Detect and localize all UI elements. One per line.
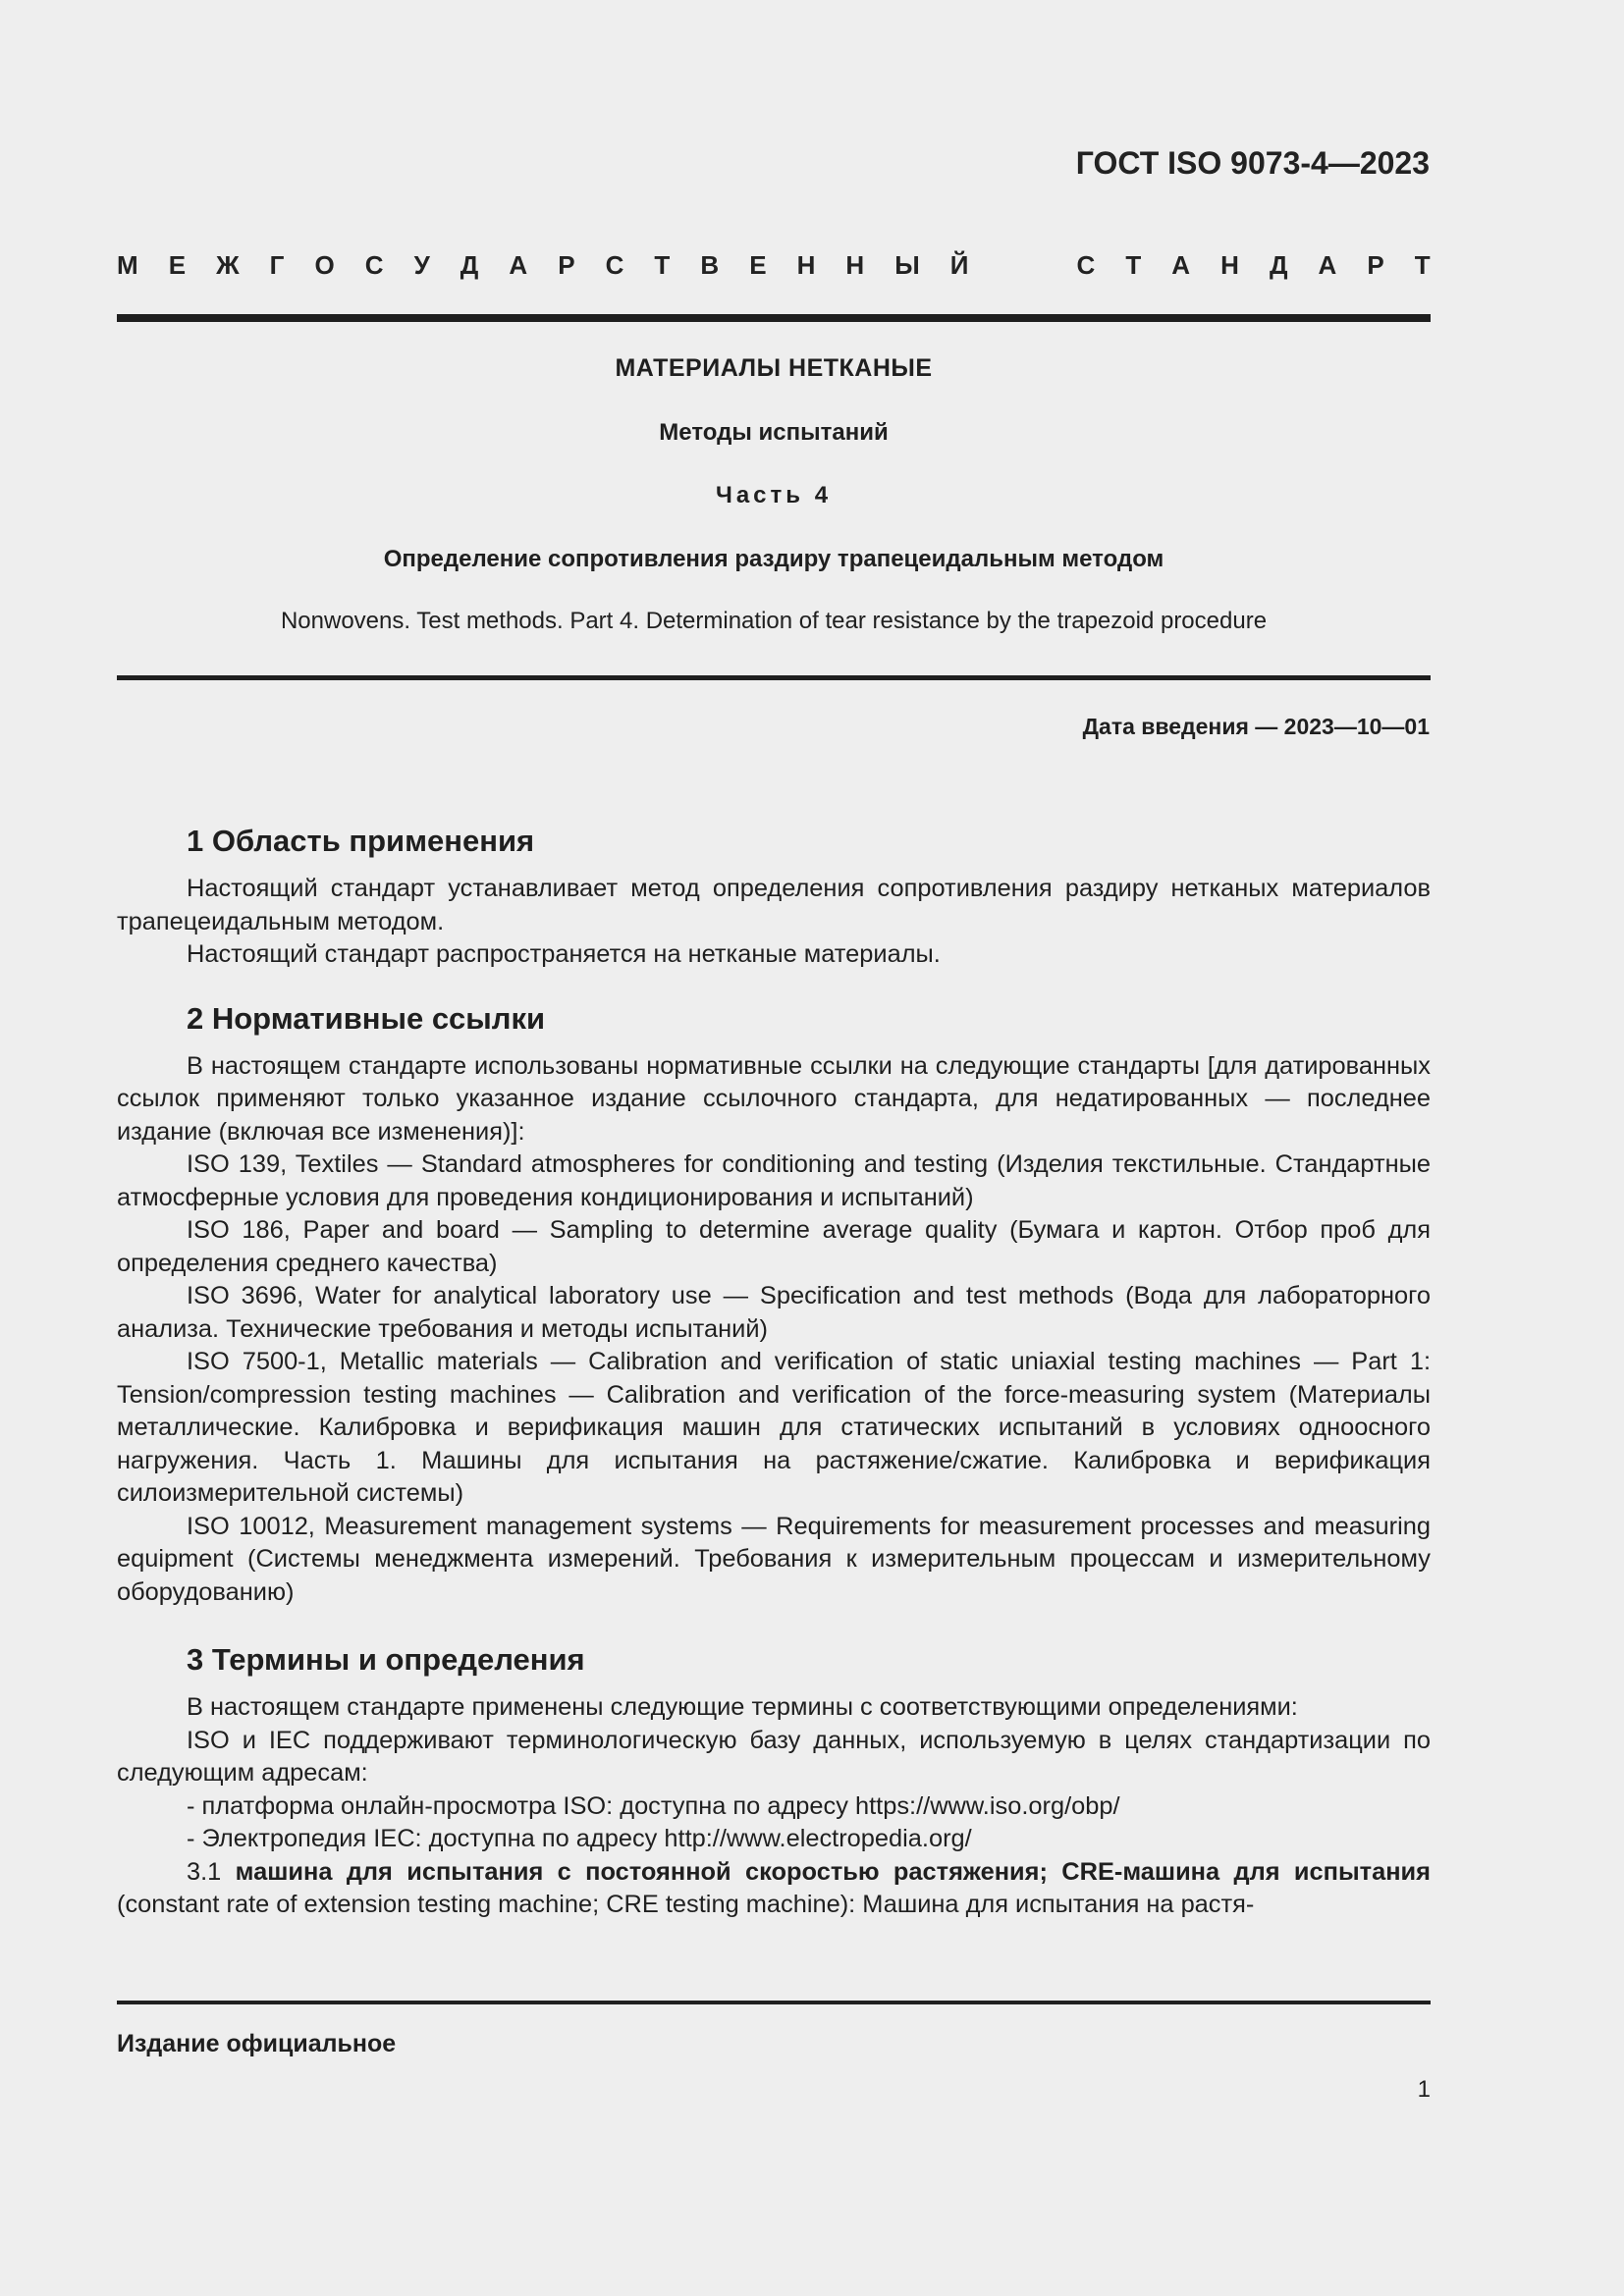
term-number: 3.1 <box>187 1857 222 1886</box>
heading-letter: М <box>117 250 138 280</box>
title-definition: Определение сопротивления раздиру трапецеидальным методом <box>383 546 1164 572</box>
footer-rule <box>117 2001 1431 2004</box>
title-main: МАТЕРИАЛЫ НЕТКАНЫЕ <box>615 354 933 382</box>
heading-letter: С <box>1076 250 1096 280</box>
heading-letter: А <box>1171 250 1191 280</box>
standard-type-heading <box>117 250 1431 281</box>
heading-letter: Н <box>845 250 865 280</box>
heading-letter: Д <box>1269 250 1288 280</box>
reference-item: ISO 7500-1, Metallic materials — Calibration and verification of static uniaxial testing machines — Part 1: Tension/compression testing machines — Calibration and verification of the force-measuring system (Материалы металлические. Калибровка и верификация машин для статических испытаний в условиях одноосного нагружения. Часть 1. Машины для испытания на растяжение/сжатие. Калибровка и верификация силоизмерительной системы) <box>117 1348 1431 1507</box>
reference-item: ISO 139, Textiles — Standard atmospheres for conditioning and testing (Изделия текстильные. Стандартные атмосферные условия для проведения кондиционирования и испытаний) <box>117 1150 1431 1211</box>
term-name: машина для испытания с постоянной скоростью растяжения; CRE-машина для испытания <box>235 1857 1431 1886</box>
heading-letter: С <box>605 250 624 280</box>
heading-letter: Н <box>796 250 816 280</box>
section-3-paragraph: В настоящем стандарте применены следующие термины с соответствующими определениями: <box>187 1693 1298 1721</box>
word-gap <box>999 250 1046 281</box>
document-body <box>117 820 1431 1922</box>
heading-letter: Т <box>1125 250 1142 280</box>
reference-item: ISO 3696, Water for analytical laboratory use — Specification and test methods (Вода для лабораторного анализа. Технические требования и методы испытаний) <box>117 1282 1431 1343</box>
section-1-heading: 1 Область применения <box>187 824 535 858</box>
title-part: Часть 4 <box>715 482 833 508</box>
heading-letter: Й <box>949 250 969 280</box>
heading-letter: Е <box>749 250 767 280</box>
title-english: Nonwovens. Test methods. Part 4. Determination of tear resistance by the trapezoid procedure <box>280 608 1268 634</box>
list-item: - платформа онлайн-просмотра ISO: доступна по адресу https://www.iso.org/obp/ <box>187 1791 1120 1820</box>
section-1-paragraph: Настоящий стандарт устанавливает метод определения сопротивления раздиру нетканых материалов трапецеидальным методом. <box>117 875 1431 935</box>
heading-letter: Н <box>1220 250 1239 280</box>
heading-letter: Р <box>1367 250 1384 280</box>
reference-item: ISO 10012, Measurement management systems — Requirements for measurement processes and measuring equipment (Системы менеджмента измерений. Требования к измерительным процессам и измерительному оборудованию) <box>117 1512 1431 1606</box>
heading-letter: Ы <box>894 250 920 280</box>
header-rule <box>117 314 1431 322</box>
heading-letter: Е <box>168 250 187 280</box>
title-rule <box>117 675 1431 680</box>
heading-letter: О <box>314 250 335 280</box>
section-3-paragraph: ISO и IEC поддерживают терминологическую базу данных, используемую в целях стандартизации по следующим адресам: <box>117 1726 1431 1787</box>
term-definition <box>117 1856 1431 1922</box>
section-3-heading: 3 Термины и определения <box>187 1642 585 1677</box>
heading-letter: Т <box>654 250 671 280</box>
date-of-introduction: Дата введения — 2023—10—01 <box>1082 714 1430 739</box>
heading-letter: Т <box>1414 250 1431 280</box>
term-text: (constant rate of extension testing machine; CRE testing machine): Машина для испытания на растя- <box>117 1891 1255 1918</box>
title-subtitle: Методы испытаний <box>659 419 889 446</box>
section-2-paragraph: В настоящем стандарте использованы нормативные ссылки на следующие стандарты [для датированных ссылок применяют только указанное издание ссылочного стандарта, для недатированных — последнее издание (включая все изменения)]: <box>117 1051 1431 1146</box>
document-number: ГОСТ ISO 9073-4—2023 <box>1075 145 1430 181</box>
heading-letter: А <box>509 250 528 280</box>
official-edition-label: Издание официальное <box>117 2030 397 2057</box>
heading-letter: В <box>700 250 720 280</box>
heading-letter: Ж <box>216 250 240 280</box>
heading-letter: А <box>1318 250 1337 280</box>
section-1-paragraph: Настоящий стандарт распространяется на нетканые материалы. <box>187 940 941 968</box>
heading-letter: Д <box>460 250 479 280</box>
heading-letter: Г <box>269 250 285 280</box>
heading-letter: Р <box>558 250 575 280</box>
heading-letter: С <box>364 250 384 280</box>
heading-letter: У <box>413 250 430 280</box>
reference-item: ISO 186, Paper and board — Sampling to determine average quality (Бумага и картон. Отбор проб для определения среднего качества) <box>117 1216 1431 1277</box>
section-2-heading: 2 Нормативные ссылки <box>187 1000 546 1036</box>
list-item: - Электропедия IEC: доступна по адресу http://www.electropedia.org/ <box>187 1825 972 1852</box>
page-number: 1 <box>1417 2076 1431 2103</box>
